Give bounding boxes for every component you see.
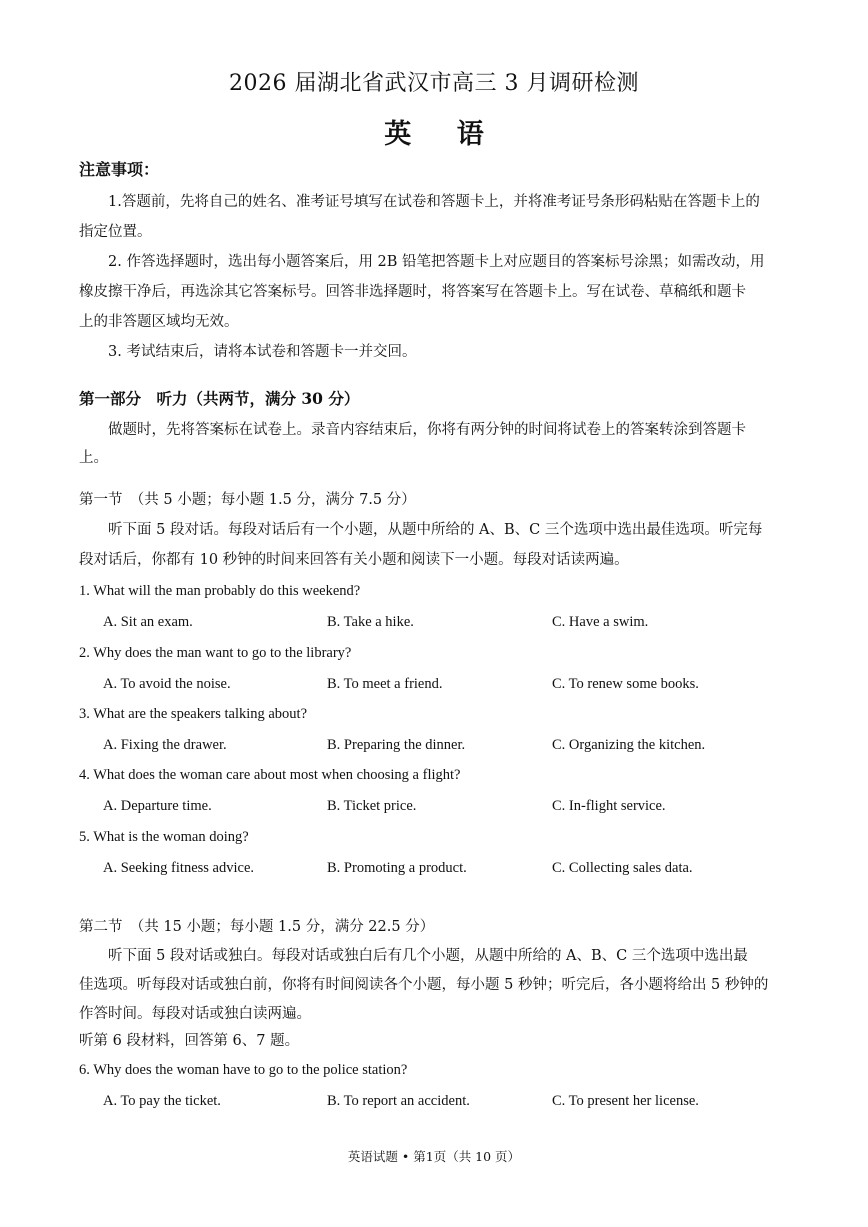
option-a: A. Fixing the drawer. [103,737,227,753]
page-footer: 英语试题 • 第1页（共 10 页） [347,1149,521,1164]
part1-intro-line-1: 做题时，先将答案标在试卷上。录音内容结束后，你将有两分钟的时间将试卷上的答案转涂到答题卡 [108,422,746,438]
option-b: B. Preparing the dinner. [327,737,466,753]
option-c: C. Organizing the kitchen. [552,737,706,753]
question-stem: 1. What will the man probably do this weekend? [79,583,361,599]
question-stem: 6. Why does the woman have to go to the police station? [79,1062,408,1078]
section2-intro-line-1: 听下面 5 段对话或独白。每段对话或独白后有几个小题，从题中所给的 A、B、C 三个选项中选出最 [108,948,748,964]
option-c: C. In-flight service. [552,798,666,814]
exam-title: 2026 届湖北省武汉市高三 3 月调研检测 [229,71,639,96]
option-b: B. Take a hike. [327,614,414,630]
option-b: B. Ticket price. [327,798,417,814]
question-stem: 2. Why does the man want to go to the library? [79,645,352,661]
option-c: C. Have a swim. [552,614,649,630]
option-a: A. Sit an exam. [103,614,193,630]
option-c: C. To renew some books. [552,676,699,692]
option-a: A. To pay the ticket. [103,1093,221,1109]
section2-intro-line-3: 作答时间。每段对话或独白读两遍。 [79,1006,311,1022]
option-c: C. Collecting sales data. [552,860,693,876]
section1-intro-line-2: 段对话后，你都有 10 秒钟的时间来回答有关小题和阅读下一小题。每段对话读两遍。 [79,552,629,568]
notice-item-2-line-2: 橡皮擦干净后，再选涂其它答案标号。回答非选择题时，将答案写在答题卡上。写在试卷、草稿纸和题卡 [79,284,746,300]
option-b: B. To meet a friend. [327,676,443,692]
material-note: 听第 6 段材料，回答第 6、7 题。 [79,1033,300,1049]
question-stem: 3. What are the speakers talking about? [79,706,308,722]
notice-heading: 注意事项： [79,160,160,179]
option-b: B. To report an accident. [327,1093,470,1109]
option-a: A. To avoid the noise. [103,676,231,692]
option-a: A. Seeking fitness advice. [103,860,255,876]
notice-item-2-line-3: 上的非答题区域均无效。 [79,314,239,330]
part1-intro-line-2: 上。 [79,450,108,466]
part1-heading: 第一部分 听力（共两节，满分 30 分） [79,389,360,408]
section2-intro-line-2: 佳选项。听每段对话或独白前，你将有时间阅读各个小题，每小题 5 秒钟；听完后，各小题将给出 5 秒钟的 [79,977,769,993]
notice-item-1-line-2: 指定位置。 [79,224,152,240]
subject-title: 英 语 [384,119,502,150]
option-b: B. Promoting a product. [327,860,467,876]
option-a: A. Departure time. [103,798,212,814]
section1-intro-line-1: 听下面 5 段对话。每段对话后有一个小题，从题中所给的 A、B、C 三个选项中选出最佳选项。听完每 [108,522,763,538]
notice-item-2-line-1: 2. 作答选择题时，选出每小题答案后，用 2B 铅笔把答题卡上对应题目的答案标号涂黑；如需改动，用 [108,254,765,270]
section1-heading: 第一节 （共 5 小题；每小题 1.5 分，满分 7.5 分） [79,492,416,508]
question-stem: 4. What does the woman care about most when choosing a flight? [79,767,461,783]
question-stem: 5. What is the woman doing? [79,829,249,845]
notice-item-1-line-1: 1.答题前，先将自己的姓名、准考证号填写在试卷和答题卡上，并将准考证号条形码粘贴在答题卡上的 [108,194,760,210]
option-c: C. To present her license. [552,1093,699,1109]
notice-item-3: 3. 考试结束后，请将本试卷和答题卡一并交回。 [108,344,417,360]
section2-heading: 第二节 （共 15 小题；每小题 1.5 分，满分 22.5 分） [79,919,435,935]
